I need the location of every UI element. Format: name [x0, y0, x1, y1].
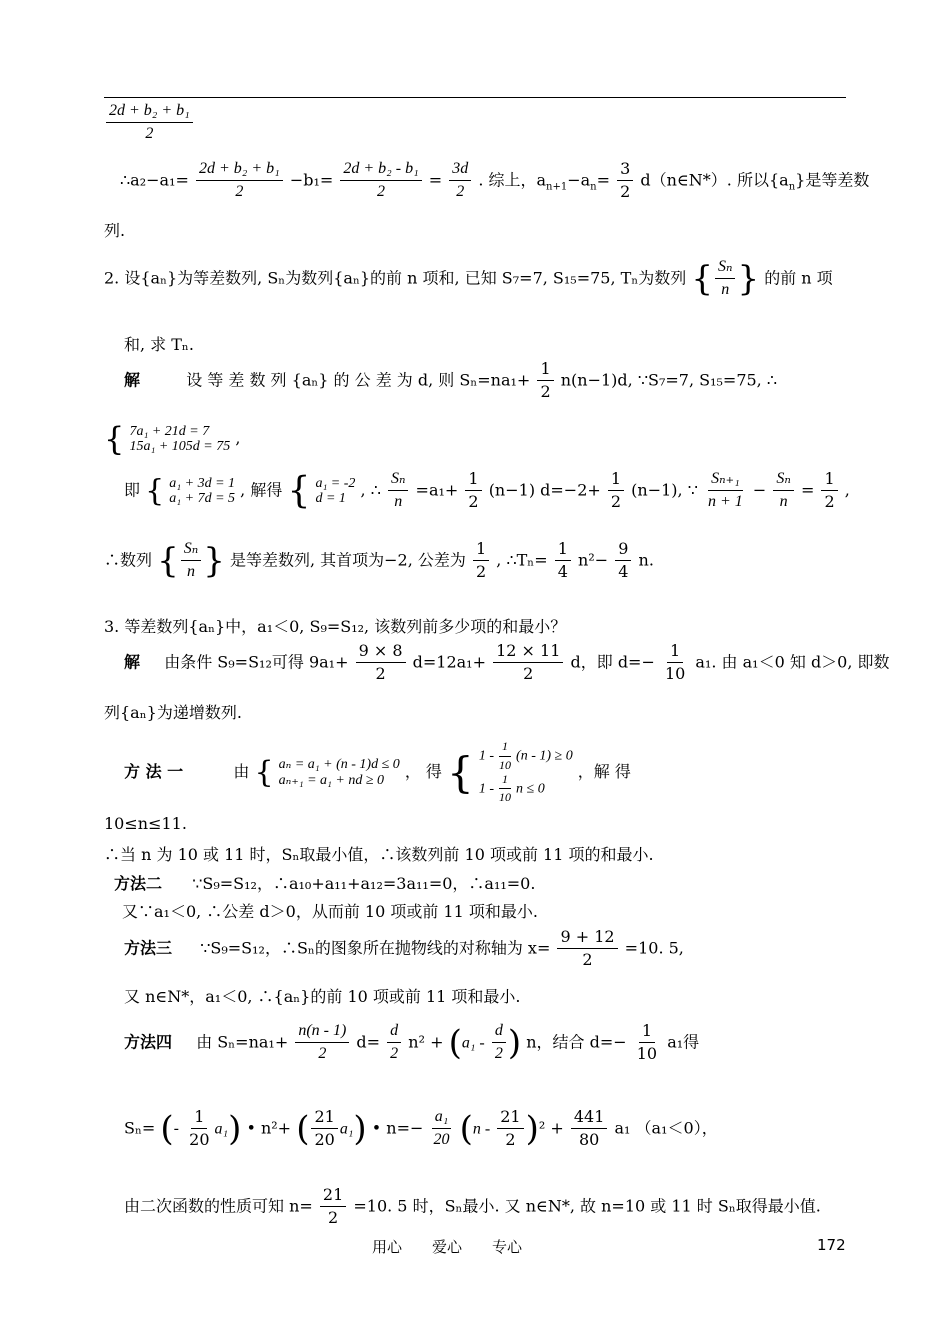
text: n. — [638, 550, 654, 570]
denominator: 10 — [499, 757, 512, 772]
text: n - — [472, 1120, 491, 1138]
denominator: 2 — [390, 1045, 399, 1063]
numerator: Sₙ — [388, 470, 408, 491]
numerator: d — [492, 1022, 506, 1043]
numerator: 1 — [821, 470, 837, 491]
text: n²− — [578, 550, 609, 570]
text: 由 Sₙ=na₁+ — [196, 1032, 289, 1052]
numerator: 9 × 8 — [356, 642, 406, 663]
text: n(n−1)d, ∵S₇=7, S₁₅=75, ∴ — [560, 370, 778, 390]
numerator: 1 — [499, 773, 511, 790]
system-row: aₙ = a₁ + (n - 1)d ≤ 0 — [278, 757, 400, 773]
text: , ∴ — [360, 480, 381, 500]
text: }是等差数 — [795, 170, 870, 190]
solution-2-line-3 — [124, 470, 850, 512]
method-2 — [114, 871, 535, 894]
solution-2-line-1 — [124, 360, 777, 402]
denominator: 2 — [145, 125, 154, 143]
numerator: 1 — [465, 470, 481, 491]
text: (n−1), ∵ — [631, 480, 698, 500]
system-row — [479, 740, 573, 773]
text: =10. 5, — [624, 938, 684, 958]
text: a₁ — [214, 1120, 229, 1138]
text: =a₁+ — [415, 480, 459, 500]
system-row: a₁ + 7d = 5 — [169, 490, 236, 506]
brace: { — [691, 258, 713, 299]
denominator: 2 — [620, 182, 631, 202]
text: 由 — [233, 762, 250, 782]
text: a₁ （a₁＜0）， — [614, 1118, 718, 1138]
denominator: 2 — [456, 183, 465, 201]
text: (n - 1) ≥ 0 — [516, 748, 573, 764]
text: 的前 n 项 — [764, 268, 833, 288]
method-3 — [124, 928, 684, 970]
denominator: 2 — [523, 664, 534, 684]
denominator: 2 — [610, 492, 622, 512]
text-line: 又 n∈N*，a₁＜0, ∴{aₙ}的前 10 项或前 11 项和最小. — [124, 987, 521, 1006]
text: n ≤ 0 — [516, 781, 545, 797]
solution-label: 解 — [124, 652, 141, 672]
numerator: 12 × 11 — [493, 642, 563, 663]
brace: } — [737, 258, 760, 299]
text: a₁得 — [667, 1032, 700, 1052]
question-text: 2. 设{aₙ}为等差数列, Sₙ为数列{aₙ}的前 n 项和, 已知 S₇=7, S₁₅=75, Tₙ为数列 — [104, 268, 687, 288]
numerator: 3d — [449, 160, 471, 181]
text: d=12a₁+ — [412, 652, 486, 672]
text: . 综上，a — [478, 170, 547, 190]
text: = — [428, 170, 443, 190]
numerator: 1 — [639, 1022, 655, 1043]
denominator: 10 — [664, 664, 686, 684]
system-row: a₁ = -2 — [315, 475, 356, 491]
text: −a — [567, 170, 591, 190]
question-3: 3. 等差数列{aₙ}中，a₁＜0, S₉=S₁₂, 该数列前多少项的和最小？ — [104, 617, 567, 636]
denominator: 20 — [189, 1130, 210, 1150]
denominator: n + 1 — [708, 493, 743, 511]
text: d= — [356, 1032, 381, 1052]
footer-text: 用心 爱心 专心 — [372, 1238, 523, 1256]
method-label: 方 法 一 — [124, 762, 184, 782]
numerator: 2d + b₂ + b₁ — [106, 102, 193, 123]
system-row: a₁ + 3d = 1 — [169, 475, 236, 491]
text: 1 - — [478, 748, 495, 764]
denominator: 2 — [235, 183, 244, 201]
denominator: n — [721, 281, 730, 299]
numerator: Sₙ₊₁ — [708, 470, 743, 491]
method-1 — [124, 740, 631, 805]
denominator: 2 — [468, 492, 479, 512]
text: , ∴Tₙ= — [496, 550, 548, 570]
text: ² + — [538, 1118, 564, 1138]
solution-3-line-1 — [124, 642, 890, 684]
method-4-formula: Sₙ= (- $\frac{1}{20}$ a₁) • n²+ ( $\frac{21}{20}$ a₁) • n=− $\frac{\text{a₁}}{20}$ (n - $\frac{21}{2}$ )² + $\frac{441}{80}$ a₁ （a₁＜0）， — [124, 1107, 718, 1150]
top-fraction — [104, 102, 195, 144]
denominator: 10 — [499, 790, 512, 805]
numerator: a₁ — [432, 1108, 452, 1129]
text: a₁ - — [461, 1034, 485, 1052]
denominator: 2 — [476, 562, 487, 582]
numerator: Sₙ — [181, 540, 201, 561]
denominator: 10 — [636, 1044, 658, 1064]
text-line: 又∵a₁＜0, ∴公差 d＞0，从而前 10 项或前 11 项和最小. — [122, 902, 538, 921]
text: d，即 d=− — [570, 652, 655, 672]
text: (n−1) d=−2+ — [488, 480, 601, 500]
numerator: 21 — [497, 1108, 523, 1129]
numerator: 1 — [191, 1108, 207, 1129]
text: , — [844, 480, 850, 500]
question-2 — [104, 258, 833, 300]
equation-line-1: ∴a₂−a₁= $\frac{\text{2d + b₂ + b₁}}{2}$ −b₁= $\frac{\text{2d + b₂ - b₁}}{2}$ = $\frac{3d}{2}$ . 综上，$a_{n+1}-a_n=$ $\frac{3}{2}$ d（n∈N*）. 所以$\{a_n\}$是等差数 — [120, 159, 870, 202]
numerator: 21 — [320, 1186, 346, 1207]
method-4: 方法四 由 Sₙ=na₁+ $\frac{n(n - 1)}{2}$ d= $\frac{d}{2}$ n² + (a₁ - $\frac{d}{2}$ ) n，结合 d=− $\frac{1}{10}$ a₁得 — [124, 1021, 700, 1064]
denominator: 80 — [578, 1130, 600, 1150]
numerator: 2d + b₂ - b₁ — [340, 160, 421, 181]
system-row: 7a₁ + 21d = 7 — [129, 423, 210, 439]
brace: { — [157, 540, 179, 581]
brace: { — [447, 748, 474, 798]
text: 设 等 差 数 列 {aₙ} 的 公 差 为 d, 则 Sₙ=na₁+ — [186, 370, 531, 390]
denominator: 2 — [505, 1130, 516, 1150]
system-row: 15a₁ + 105d = 75 — [129, 439, 231, 454]
system-row — [479, 773, 573, 806]
text: Sₙ= — [124, 1118, 156, 1138]
text-line: 列. — [104, 221, 126, 240]
denominator: 2 — [375, 664, 386, 684]
denominator: 2 — [318, 1045, 327, 1063]
numerator: 1 — [667, 642, 683, 663]
text: • n²+ — [246, 1118, 292, 1138]
denominator: n — [779, 493, 788, 511]
text: n，结合 d=− — [526, 1032, 627, 1052]
brace: { — [254, 755, 274, 791]
text-line: 10≤n≤11. — [104, 814, 187, 833]
brace: } — [203, 540, 225, 581]
numerator: 21 — [311, 1108, 337, 1129]
page-number: 172 — [817, 1236, 846, 1254]
text: 由二次函数的性质可知 n= — [124, 1196, 313, 1216]
text: ∴数列 — [104, 550, 153, 570]
numerator: d — [387, 1022, 401, 1043]
brace: { — [104, 420, 125, 458]
numerator: 1 — [537, 360, 553, 381]
solution-label: 解 — [124, 370, 141, 390]
text: 1 - — [478, 781, 495, 797]
denominator: 4 — [557, 562, 568, 582]
text: ∵S₉=S₁₂，∴Sₙ的图象所在抛物线的对称轴为 x= — [200, 938, 551, 958]
numerator: Sₙ — [715, 258, 735, 279]
denominator: 4 — [618, 562, 629, 582]
system-row: aₙ₊₁ = a₁ + nd ≥ 0 — [278, 772, 385, 788]
text: d（n∈N*）. 所以{a — [640, 170, 789, 190]
method-label: 方法四 — [124, 1032, 173, 1052]
text: , — [235, 428, 241, 448]
header-rule — [104, 97, 846, 98]
numerator: 1 — [555, 540, 571, 561]
text: −b₁= — [289, 170, 334, 190]
text: - — [173, 1118, 180, 1138]
brace: { — [287, 470, 311, 512]
denominator: 2 — [540, 382, 551, 402]
text-line: 和, 求 Tₙ. — [124, 335, 194, 354]
denominator: 2 — [824, 492, 835, 512]
text: , 解得 — [240, 480, 283, 500]
text: ，解 得 — [577, 762, 631, 782]
text: 由条件 S₉=S₁₂可得 9a₁+ — [164, 652, 349, 672]
numerator: 3 — [617, 160, 633, 181]
text: a₁. 由 a₁＜0 知 d＞0, 即数 — [695, 652, 890, 672]
text: • n=− — [371, 1118, 424, 1138]
method-label: 方法二 — [114, 874, 163, 893]
numerator: 1 — [608, 470, 624, 491]
numerator: 1 — [499, 740, 511, 757]
denominator: 2 — [582, 950, 593, 970]
method-4-conclusion — [124, 1186, 821, 1228]
text: 即 — [124, 480, 141, 500]
text-line: 列{aₙ}为递增数列. — [104, 703, 242, 722]
denominator: 20 — [314, 1130, 335, 1150]
text: = — [800, 480, 815, 500]
text: ， 得 — [404, 762, 442, 782]
numerator: 2d + b₂ + b₁ — [196, 160, 283, 181]
numerator: 9 + 12 — [557, 928, 617, 949]
brace: { — [145, 473, 165, 509]
numerator: 1 — [473, 540, 489, 561]
system-row: d = 1 — [315, 490, 346, 506]
denominator: n — [394, 493, 403, 511]
numerator: Sₙ — [773, 470, 793, 491]
system-1 — [104, 420, 240, 458]
numerator: 441 — [571, 1108, 608, 1129]
text-line: ∴当 n 为 10 或 11 时，Sₙ取最小值，∴该数列前 10 项或前 11 项的和最小. — [104, 845, 654, 864]
denominator: 20 — [433, 1131, 450, 1149]
denominator: 2 — [377, 183, 385, 201]
denominator: 2 — [494, 1045, 503, 1063]
solution-2-conclusion — [104, 540, 654, 582]
numerator: 9 — [615, 540, 631, 561]
text: − — [752, 480, 767, 500]
method-label: 方法三 — [124, 938, 173, 958]
text: = — [596, 170, 611, 190]
denominator: n — [186, 563, 195, 581]
numerator: n(n - 1) — [295, 1022, 349, 1043]
denominator: 2 — [327, 1208, 339, 1228]
text: ∴a₂−a₁= — [120, 170, 189, 190]
text: n² + — [408, 1032, 444, 1052]
text: 是等差数列, 其首项为−2, 公差为 — [229, 550, 466, 570]
text: ∵S₉=S₁₂，∴a₁₀+a₁₁+a₁₂=3a₁₁=0，∴a₁₁=0. — [192, 874, 536, 893]
text: a₁ — [339, 1120, 354, 1138]
text: =10. 5 时，Sₙ最小. 又 n∈N*, 故 n=10 或 11 时 Sₙ取得最小值. — [353, 1196, 821, 1216]
